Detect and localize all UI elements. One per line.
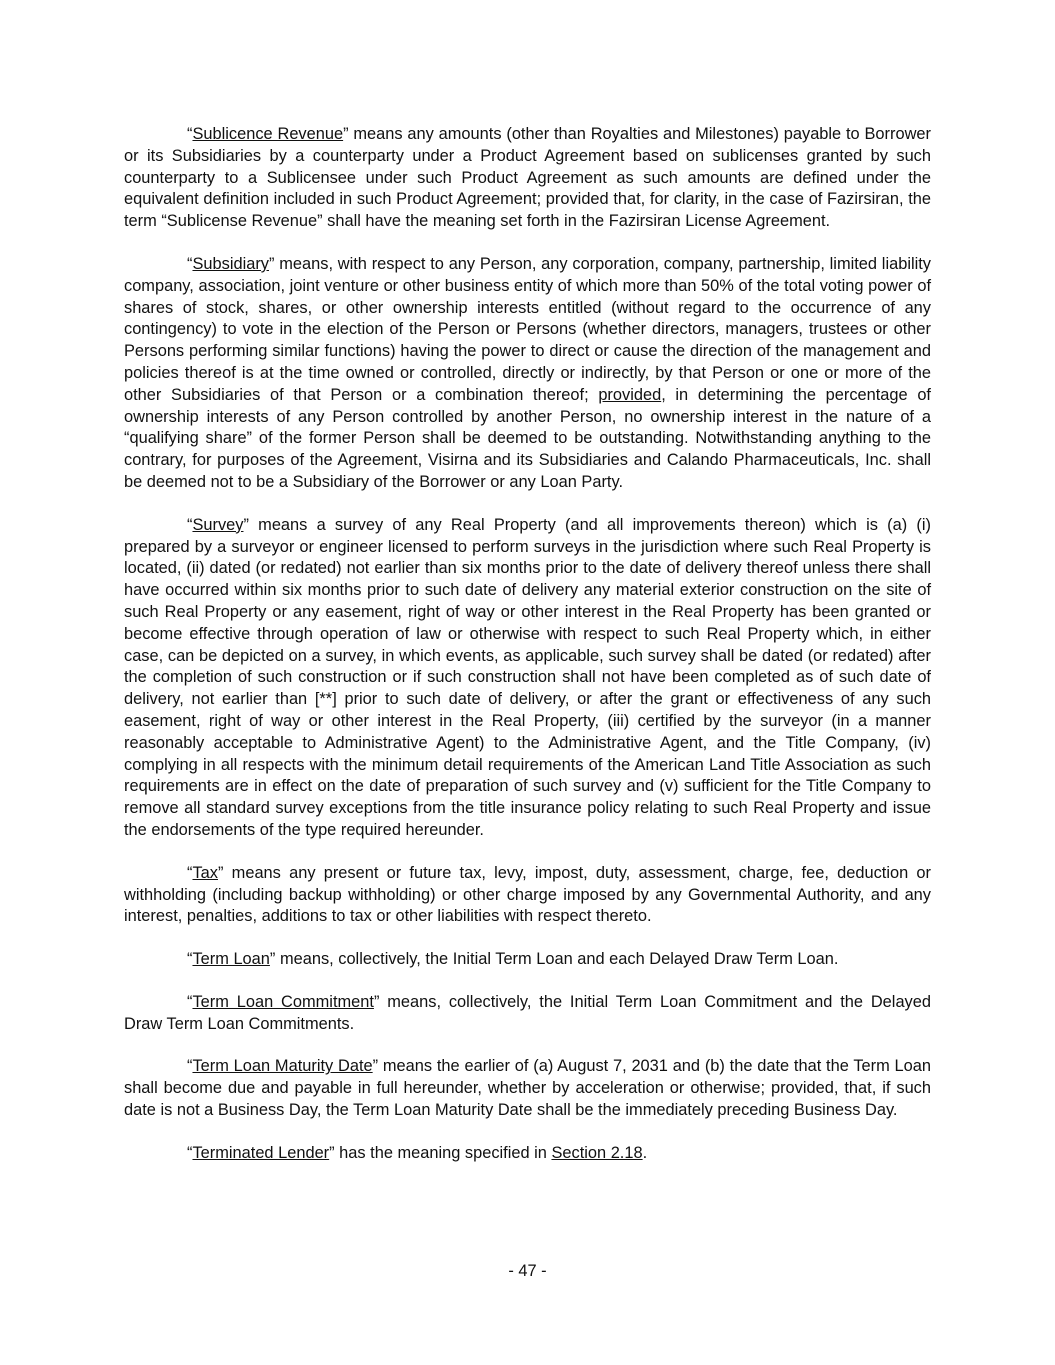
defined-term: Terminated Lender: [192, 1143, 330, 1162]
definition-survey: “Survey” means a survey of any Real Property (and all improvements thereon) which is (a) (i) prepared by a surveyor or engineer licensed to perform surveys in the jurisdiction where such Real Property is located, (ii) dated (or redated) not earlier than six months prior to the date of delivery thereof unless there shall have occurred within six months prior to such date of delivery any material exterior construction on the site of such Real Property or any easement, right of way or other interest in the Real Property has been granted or become effective through operation of law or otherwise with respect to such Real Property which, in either case, can be depicted on a survey, in which events, as applicable, such survey shall be dated (or redated) after the completion of such construction or if such construction shall not have been completed as of such date of delivery, not earlier than [**] prior to such date of delivery, or after the grant or effectiveness of any such easement, right of way or other interest in the Real Property, (iii) certified by the surveyor (in a manner reasonably acceptable to Administrative Agent) to the Administrative Agent, and the Title Company, (iv) complying in all respects with the minimum detail requirements of the American Land Title Association as such requirements are in effect on the date of preparation of such survey and (v) sufficient for the Title Company to remove all standard survey exceptions from the title insurance policy relating to such Real Property and issue the endorsements of the type required hereunder.: [124, 515, 931, 839]
defined-term: Term Loan Maturity Date: [192, 1057, 373, 1076]
definition-text: means, with respect to any Person, any corporation, company, partnership, limited liability company, association, joint venture or other business entity of which more than 50% of the total voting power of shares of stock, shares, or other ownership interests entitled (without regard to the occurrence of any contingency) to vote in the election of the Person or Persons (whether directors, managers, trustees or other Persons performing similar functions) having the power to direct or cause the direction of the management and policies thereof is at the time owned or controlled, directly or indirectly, by that Person or one or more of the other Subsidiaries of that Person or a combination thereof;: [124, 254, 931, 404]
definition-subsidiary: “Subsidiary” means, with respect to any Person, any corporation, company, partnership, limited liability company, association, joint venture or other business entity of which more than 50% of the total voting power of shares of stock, shares, or other ownership interests entitled (without regard to the occurrence of any contingency) to vote in the election of the Person or Persons (whether directors, managers, trustees or other Persons performing similar functions) having the power to direct or cause the direction of the management and policies thereof is at the time owned or controlled, directly or indirectly, by that Person or one or more of the other Subsidiaries of that Person or a combination thereof; provided, in determining the percentage of ownership interests of any Person controlled by another Person, no ownership interest in the nature of a “qualifying share” of the former Person shall be deemed to be outstanding. Notwithstanding anything to the contrary, for purposes of the Agreement, Visirna and its Subsidiaries and Calando Pharmaceuticals, Inc. shall be deemed not to be a Subsidiary of the Borrower or any Loan Party.: [124, 254, 931, 491]
definition-text: has the meaning specified in: [334, 1143, 552, 1162]
defined-term: Survey: [192, 515, 244, 534]
definition-tax: “Tax” means any present or future tax, levy, impost, duty, assessment, charge, fee, deduction or withholding (including backup withholding) or other charge imposed by any Governmental Authority, and any interest, penalties, additions to tax or other liabilities with respect thereto.: [124, 863, 931, 926]
definition-text: means a survey of any Real Property (and all improvements thereon) which is (a) (i) prepared by a surveyor or engineer licensed to perform surveys in the jurisdiction where such Real Property is located, (ii) dated (or redated) not earlier than six months prior to the date of delivery thereof unless there shall have occurred within six months prior to such date of delivery any material exterior construction on the site of such Real Property or any easement, right of way or other interest in the Real Property has been granted or become effective through operation of law or otherwise with respect to such Real Property which, in either case, can be depicted on a survey, in which events, as applicable, such survey shall be dated (or redated) after the completion of such construction or if such construction shall not have been completed as of such date of delivery, not earlier than [**] prior to such date of delivery, or after the grant or effectiveness of any such easement, right of way or other interest in the Real Property, (iii) certified by the surveyor (in a manner reasonably acceptable to Administrative Agent) to the Administrative Agent, and the Title Company, (iv) complying in all respects with the minimum detail requirements of the American Land Title Association as such requirements are in effect on the date of preparation of such survey and (v) sufficient for the Title Company to remove all standard survey exceptions from the title insurance policy relating to such Real Property and issue the endorsements of the type required hereunder.: [124, 515, 931, 839]
defined-term: Term Loan: [192, 950, 270, 969]
page-number: - 47 -: [508, 1262, 547, 1280]
defined-term: Term Loan Commitment: [192, 992, 374, 1011]
defined-term: Tax: [192, 863, 218, 882]
definition-text: , in determining the percentage of ownership interests of any Person controlled by another Person, no ownership interest in the nature of a “qualifying share” of the former Person shall be deemed to be outstanding. Notwithstanding anything to the contrary, for purposes of the Agreement, Visirna and its Subsidiaries and Calando Pharmaceuticals, Inc. shall be deemed not to be a Subsidiary of the Borrower or any Loan Party.: [124, 385, 931, 491]
definition-text: means the earlier of (a) August 7, 2031 and (b) the date that the Term Loan shall become due and payable in full hereunder, whether by acceleration or otherwise; provided, that, if such date is not a Business Day, the Term Loan Maturity Date shall be the immediately preceding Business Day.: [124, 1057, 931, 1120]
section-reference: Section 2.18: [551, 1143, 643, 1162]
definition-text: means any amounts (other than Royalties and Milestones) payable to Borrower or its Subsidiaries by a counterparty under a Product Agreement based on sublicenses granted by such counterparty to a Sublicensee under such Product Agreement as such amounts are defined under the equivalent definition included in such Product Agreement; provided that, for clarity, in the case of Fazirsiran, the term “Sublicense Revenue” shall have the meaning set forth in the Fazirsiran License Agreement.: [124, 125, 931, 231]
defined-term: Subsidiary: [192, 254, 269, 273]
definition-sublicence-revenue: “Sublicence Revenue” means any amounts (other than Royalties and Milestones) payable to Borrower or its Subsidiaries by a counterparty under a Product Agreement based on sublicenses granted by such counterparty to a Sublicensee under such Product Agreement as such amounts are defined under the equivalent definition included in such Product Agreement; provided that, for clarity, in the case of Fazirsiran, the term “Sublicense Revenue” shall have the meaning set forth in the Fazirsiran License Agreement.: [124, 125, 931, 231]
definition-term-loan: “Term Loan” means, collectively, the Initial Term Loan and each Delayed Draw Term Loan.: [187, 950, 839, 969]
definition-term-loan-commitment: “Term Loan Commitment” means, collectively, the Initial Term Loan Commitment and the Delayed Draw Term Loan Commitments.: [124, 992, 931, 1033]
defined-term: Sublicence Revenue: [192, 125, 344, 143]
definition-text: means, collectively, the Initial Term Loan and each Delayed Draw Term Loan.: [275, 950, 839, 969]
provided-underlined: provided: [598, 385, 662, 404]
definition-term-loan-maturity-date: “Term Loan Maturity Date” means the earlier of (a) August 7, 2031 and (b) the date that the Term Loan shall become due and payable in full hereunder, whether by acceleration or otherwise; provided, that, if such date is not a Business Day, the Term Loan Maturity Date shall be the immediately preceding Business Day.: [124, 1057, 931, 1120]
definition-terminated-lender: “Terminated Lender” has the meaning specified in Section 2.18.: [187, 1143, 648, 1162]
document-page: [124, 124, 931, 1186]
definition-text: means, collectively, the Initial Term Loan Commitment and the Delayed Draw Term Loan Commitments.: [124, 992, 931, 1033]
definition-text: means any present or future tax, levy, impost, duty, assessment, charge, fee, deduction or withholding (including backup withholding) or other charge imposed by any Governmental Authority, and any interest, penalties, additions to tax or other liabilities with respect thereto.: [124, 863, 931, 926]
